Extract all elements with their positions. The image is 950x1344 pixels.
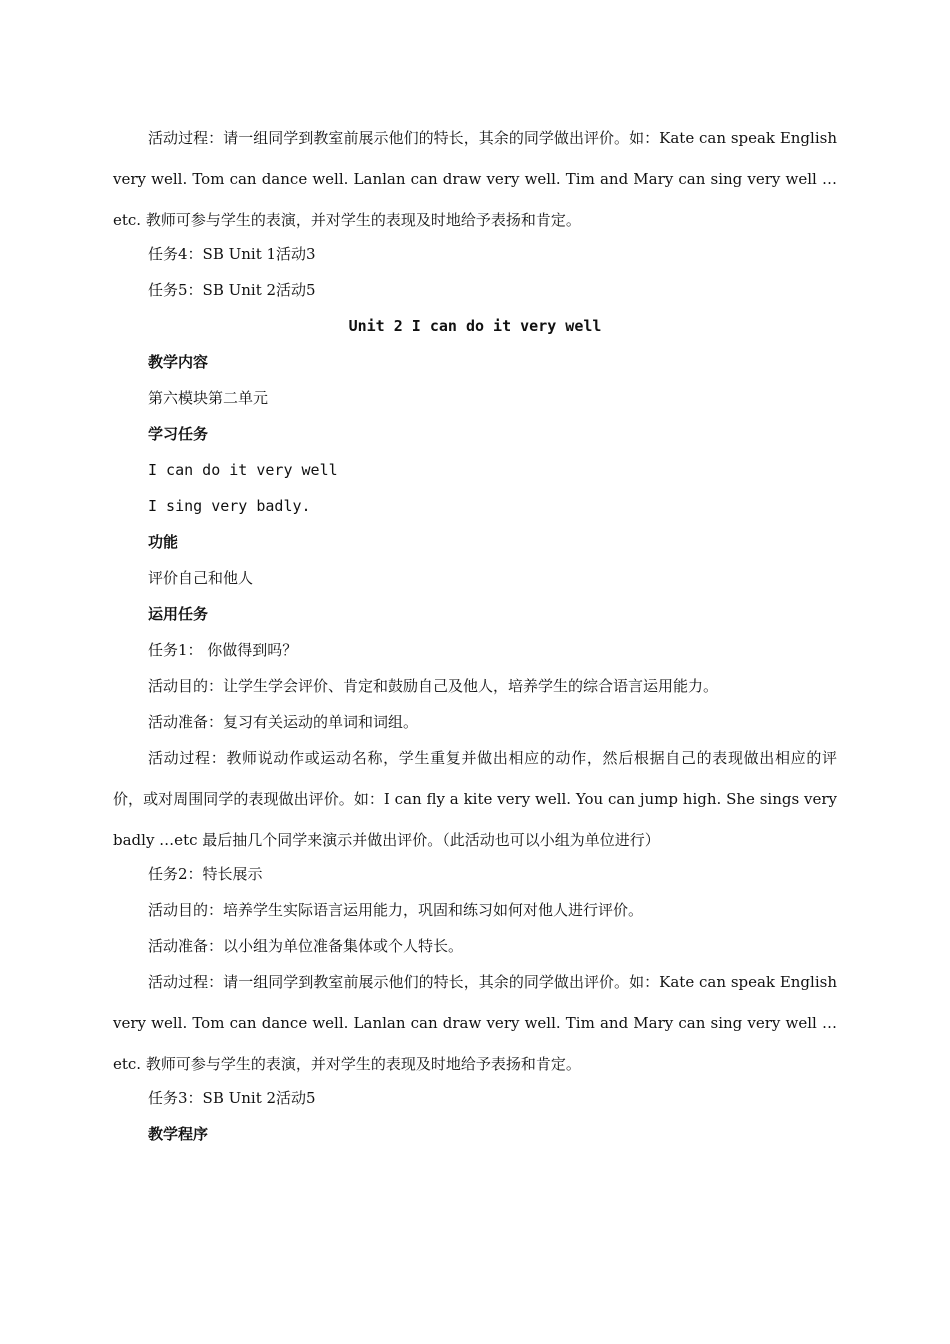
- section-heading-learning-tasks: 学习任务: [148, 425, 209, 443]
- task-3-line: 任务3：SB Unit 2活动5: [148, 1089, 316, 1107]
- task-4-line: 任务4：SB Unit 1活动3: [148, 245, 316, 263]
- task-2-line: 任务2：特长展示: [148, 865, 263, 883]
- teaching-content-text: 第六模块第二单元: [148, 389, 269, 407]
- activity-process-paragraph-1: 活动过程：请一组同学到教室前展示他们的特长，其余的同学做出评价。如：Kate can speak English very well. Tom can dance well. Lanlan can draw very well. Tim and Mary can sing very well … etc. 教师可参与学生的表演，并对学生的表现及时地给予表扬和肯定。: [113, 129, 837, 229]
- activity-goal-1: 活动目的：让学生学会评价、肯定和鼓励自己及他人，培养学生的综合语言运用能力。: [148, 677, 719, 695]
- section-heading-applied-tasks: 运用任务: [148, 605, 209, 623]
- activity-prep-2: 活动准备：以小组为单位准备集体或个人特长。: [148, 937, 464, 955]
- section-heading-function: 功能: [148, 533, 179, 551]
- activity-goal-2: 活动目的：培养学生实际语言运用能力，巩固和练习如何对他人进行评价。: [148, 901, 644, 919]
- task-5-line: 任务5：SB Unit 2活动5: [148, 281, 316, 299]
- activity-process-paragraph-2: 活动过程：教师说动作或运动名称，学生重复并做出相应的动作，然后根据自己的表现做出相应的评价，或对周围同学的表现做出评价。如：I can fly a kite very well. You can jump high. She sings very badly …etc 最后抽几个同学来演示并做出评价。（此活动也可以小组为单位进行）: [113, 749, 837, 849]
- unit-title: Unit 2 I can do it very well: [348, 317, 602, 335]
- function-text: 评价自己和他人: [148, 569, 254, 587]
- learning-task-sentence-1: I can do it very well: [148, 461, 338, 479]
- activity-prep-1: 活动准备：复习有关运动的单词和词组。: [148, 713, 419, 731]
- section-heading-teaching-content: 教学内容: [148, 353, 209, 371]
- task-1-line: 任务1： 你做得到吗？: [148, 641, 298, 659]
- section-heading-teaching-procedure: 教学程序: [148, 1125, 209, 1143]
- learning-task-sentence-2: I sing very badly.: [148, 497, 311, 515]
- activity-process-paragraph-3: 活动过程：请一组同学到教室前展示他们的特长，其余的同学做出评价。如：Kate can speak English very well. Tom can dance well. Lanlan can draw very well. Tim and Mary can sing very well … etc. 教师可参与学生的表演，并对学生的表现及时地给予表扬和肯定。: [113, 973, 837, 1073]
- document-body: [113, 120, 837, 1152]
